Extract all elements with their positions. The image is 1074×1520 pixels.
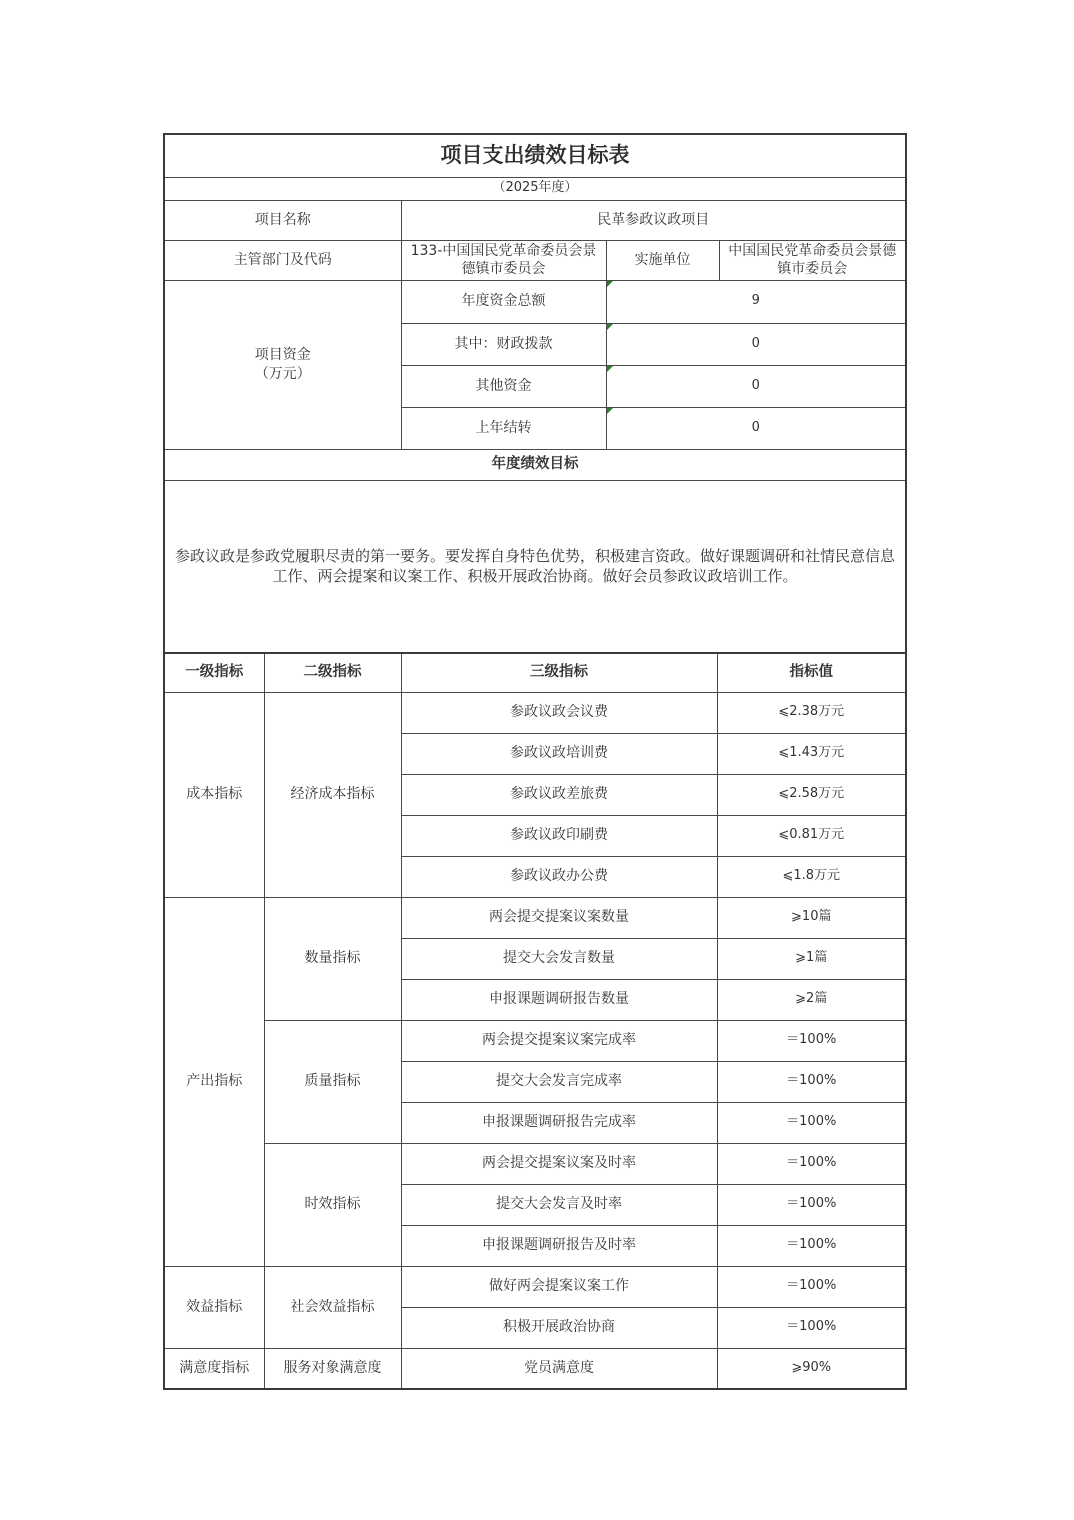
level1-cell: 效益指标 <box>164 1266 264 1348</box>
level3-cell: 申报课题调研报告完成率 <box>401 1102 717 1143</box>
level2-cell: 时效指标 <box>264 1143 401 1266</box>
header-value: 指标值 <box>717 653 906 692</box>
funds-item-value <box>606 323 906 365</box>
level2-cell: 质量指标 <box>264 1020 401 1143</box>
value-cell: ＝100% <box>717 1020 906 1061</box>
level1-cell: 产出指标 <box>164 897 264 1266</box>
funds-item-value <box>606 407 906 449</box>
level3-cell: 参政议政差旅费 <box>401 774 717 815</box>
value-cell: ⩾90% <box>717 1348 906 1389</box>
level2-cell: 社会效益指标 <box>264 1266 401 1348</box>
level3-cell: 参政议政印刷费 <box>401 815 717 856</box>
dept-row <box>164 240 906 280</box>
indicator-row <box>164 1143 906 1184</box>
funds-label-line1: 项目资金 <box>254 346 311 363</box>
performance-target-document <box>163 133 905 1390</box>
header-level2: 二级指标 <box>264 653 401 692</box>
value-cell: ＝100% <box>717 1307 906 1348</box>
level1-cell: 满意度指标 <box>164 1348 264 1389</box>
funds-item-label: 其他资金 <box>401 365 606 407</box>
funds-value-text: 9 <box>751 293 760 309</box>
goal-header: 年度绩效目标 <box>164 449 906 480</box>
funds-item-label: 上年结转 <box>401 407 606 449</box>
year-subtitle: （2025年度） <box>164 177 906 200</box>
level2-cell: 数量指标 <box>264 897 401 1020</box>
value-cell: ＝100% <box>717 1184 906 1225</box>
level3-cell: 两会提交提案议案及时率 <box>401 1143 717 1184</box>
cell-error-flag-icon <box>607 366 614 373</box>
funds-row <box>164 280 906 323</box>
value-cell: ＝100% <box>717 1061 906 1102</box>
funds-value-text: 0 <box>751 377 760 393</box>
funds-label <box>164 280 401 449</box>
cell-error-flag-icon <box>607 408 614 415</box>
project-info-table <box>163 133 907 654</box>
value-cell: ⩾1篇 <box>717 938 906 979</box>
indicator-header-row <box>164 653 906 692</box>
goal-header-row <box>164 449 906 480</box>
level3-cell: 申报课题调研报告及时率 <box>401 1225 717 1266</box>
level2-cell: 经济成本指标 <box>264 692 401 897</box>
goal-text-row <box>164 480 906 653</box>
value-cell: ⩾2篇 <box>717 979 906 1020</box>
funds-item-label: 其中：财政拨款 <box>401 323 606 365</box>
value-cell: ＝100% <box>717 1102 906 1143</box>
value-cell: ＝100% <box>717 1143 906 1184</box>
level3-cell: 申报课题调研报告数量 <box>401 979 717 1020</box>
subtitle-row <box>164 177 906 200</box>
funds-value-text: 0 <box>751 335 760 351</box>
header-level3: 三级指标 <box>401 653 717 692</box>
value-cell: ⩽1.43万元 <box>717 733 906 774</box>
level2-cell: 服务对象满意度 <box>264 1348 401 1389</box>
impl-unit-value: 中国国民党革命委员会景德镇市委员会 <box>719 240 906 280</box>
funds-item-value <box>606 365 906 407</box>
indicator-row <box>164 1266 906 1307</box>
level3-cell: 两会提交提案议案完成率 <box>401 1020 717 1061</box>
cell-error-flag-icon <box>607 281 614 288</box>
header-level1: 一级指标 <box>164 653 264 692</box>
cell-error-flag-icon <box>607 324 614 331</box>
indicator-row <box>164 1020 906 1061</box>
value-cell: ⩽2.38万元 <box>717 692 906 733</box>
dept-code-label: 主管部门及代码 <box>164 240 401 280</box>
project-name-label: 项目名称 <box>164 200 401 240</box>
goal-text: 参政议政是参政党履职尽责的第一要务。要发挥自身特色优势，积极建言资政。做好课题调研和社情民意信息工作、两会提案和议案工作、积极开展政治协商。做好会员参政议政培训工作。 <box>164 480 906 653</box>
funds-item-value <box>606 280 906 323</box>
title-row <box>164 134 906 177</box>
funds-value-text: 0 <box>751 419 760 435</box>
indicator-row <box>164 1348 906 1389</box>
value-cell: ⩽1.8万元 <box>717 856 906 897</box>
value-cell: ＝100% <box>717 1225 906 1266</box>
level1-cell: 成本指标 <box>164 692 264 897</box>
value-cell: ⩾10篇 <box>717 897 906 938</box>
level3-cell: 参政议政办公费 <box>401 856 717 897</box>
dept-code-value: 133-中国国民党革命委员会景德镇市委员会 <box>401 240 606 280</box>
funds-item-label: 年度资金总额 <box>401 280 606 323</box>
indicator-row <box>164 692 906 733</box>
level3-cell: 党员满意度 <box>401 1348 717 1389</box>
value-cell: ⩽2.58万元 <box>717 774 906 815</box>
level3-cell: 做好两会提案议案工作 <box>401 1266 717 1307</box>
value-cell: ＝100% <box>717 1266 906 1307</box>
level3-cell: 提交大会发言数量 <box>401 938 717 979</box>
project-name-row <box>164 200 906 240</box>
indicator-row <box>164 897 906 938</box>
level3-cell: 两会提交提案议案数量 <box>401 897 717 938</box>
level3-cell: 参政议政培训费 <box>401 733 717 774</box>
level3-cell: 提交大会发言完成率 <box>401 1061 717 1102</box>
page-title: 项目支出绩效目标表 <box>164 134 906 177</box>
value-cell: ⩽0.81万元 <box>717 815 906 856</box>
impl-unit-label: 实施单位 <box>606 240 719 280</box>
level3-cell: 参政议政会议费 <box>401 692 717 733</box>
level3-cell: 积极开展政治协商 <box>401 1307 717 1348</box>
funds-label-line2: （万元） <box>254 365 311 382</box>
indicator-table <box>163 652 907 1390</box>
level3-cell: 提交大会发言及时率 <box>401 1184 717 1225</box>
project-name-value: 民革参政议政项目 <box>401 200 906 240</box>
